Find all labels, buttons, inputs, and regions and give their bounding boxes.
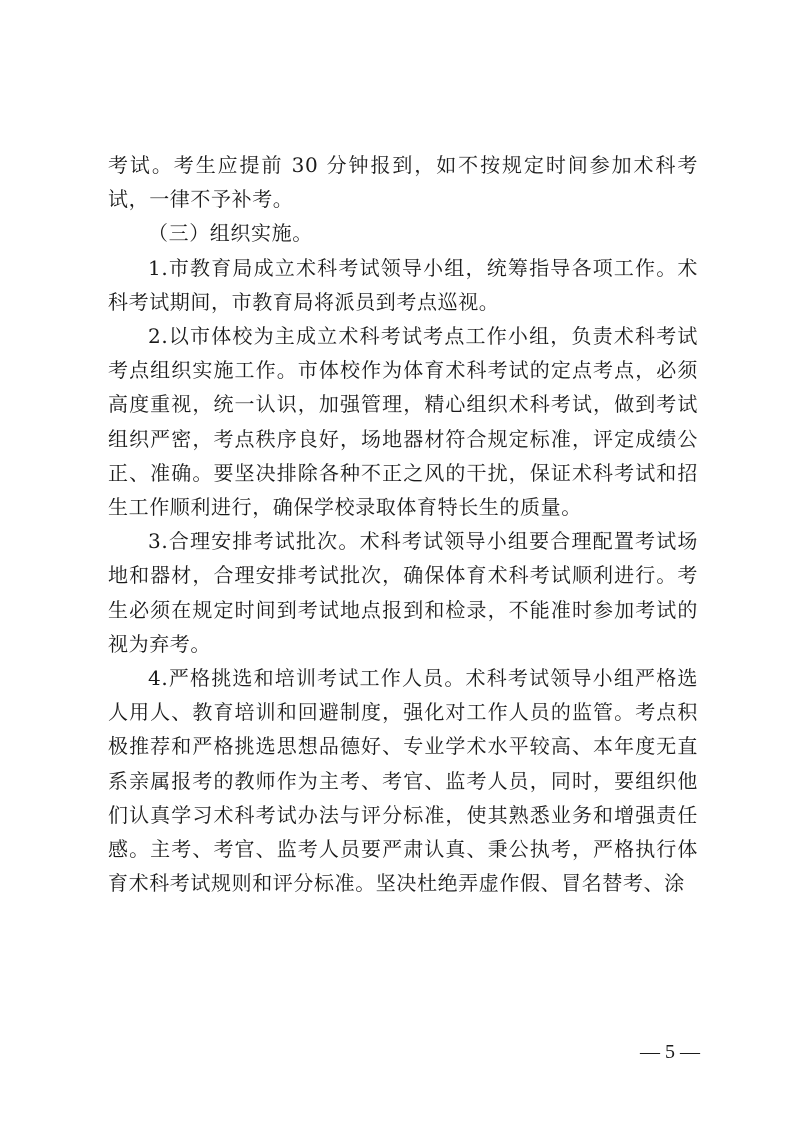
paragraph-item-1: 1.市教育局成立术科考试领导小组，统筹指导各项工作。术科考试期间，市教育局将派员到考点巡视。 bbox=[108, 255, 698, 314]
paragraph-item-2: 2.以市体校为主成立术科考试考点工作小组，负责术科考试考点组织实施工作。市体校作为体育术科考试的定点考点，必须高度重视，统一认识，加强管理，精心组织术科考试，做到考试组织严密，考点秩序良好，场地器材符合规定标准，评定成绩公正、准确。要坚决排除各种不正之风的干扰，保证术科考试和招生工作顺利进行，确保学校录取体育特长生的质量。 bbox=[108, 324, 698, 520]
section-heading-organization: （三）组织实施。 bbox=[148, 221, 313, 246]
document-body bbox=[108, 148, 698, 900]
paragraph-item-3: 3.合理安排考试批次。术科考试领导小组要合理配置考试场地和器材，合理安排考试批次，确保体育术科考试顺利进行。考生必须在规定时间到考试地点报到和检录，不能准时参加考试的视为弃考。 bbox=[108, 529, 698, 656]
paragraph-item-4: 4.严格挑选和培训考试工作人员。术科考试领导小组严格选人用人、教育培训和回避制度，强化对工作人员的监管。考点积极推荐和严格挑选思想品德好、专业学术水平较高、本年度无直系亲属报考的教师作为主考、考官、监考人员，同时，要组织他们认真学习术科考试办法与评分标准，使其熟悉业务和增强责任感。主考、考官、监考人员要严肃认真、秉公执考，严格执行体育术科考试规则和评分标准。坚决杜绝弄虚作假、冒名替考、涂 bbox=[108, 666, 698, 896]
paragraph-continuation: 考试。考生应提前 30 分钟报到，如不按规定时间参加术科考试，一律不予补考。 bbox=[108, 153, 698, 212]
page-number: — 5 — bbox=[640, 1041, 700, 1063]
